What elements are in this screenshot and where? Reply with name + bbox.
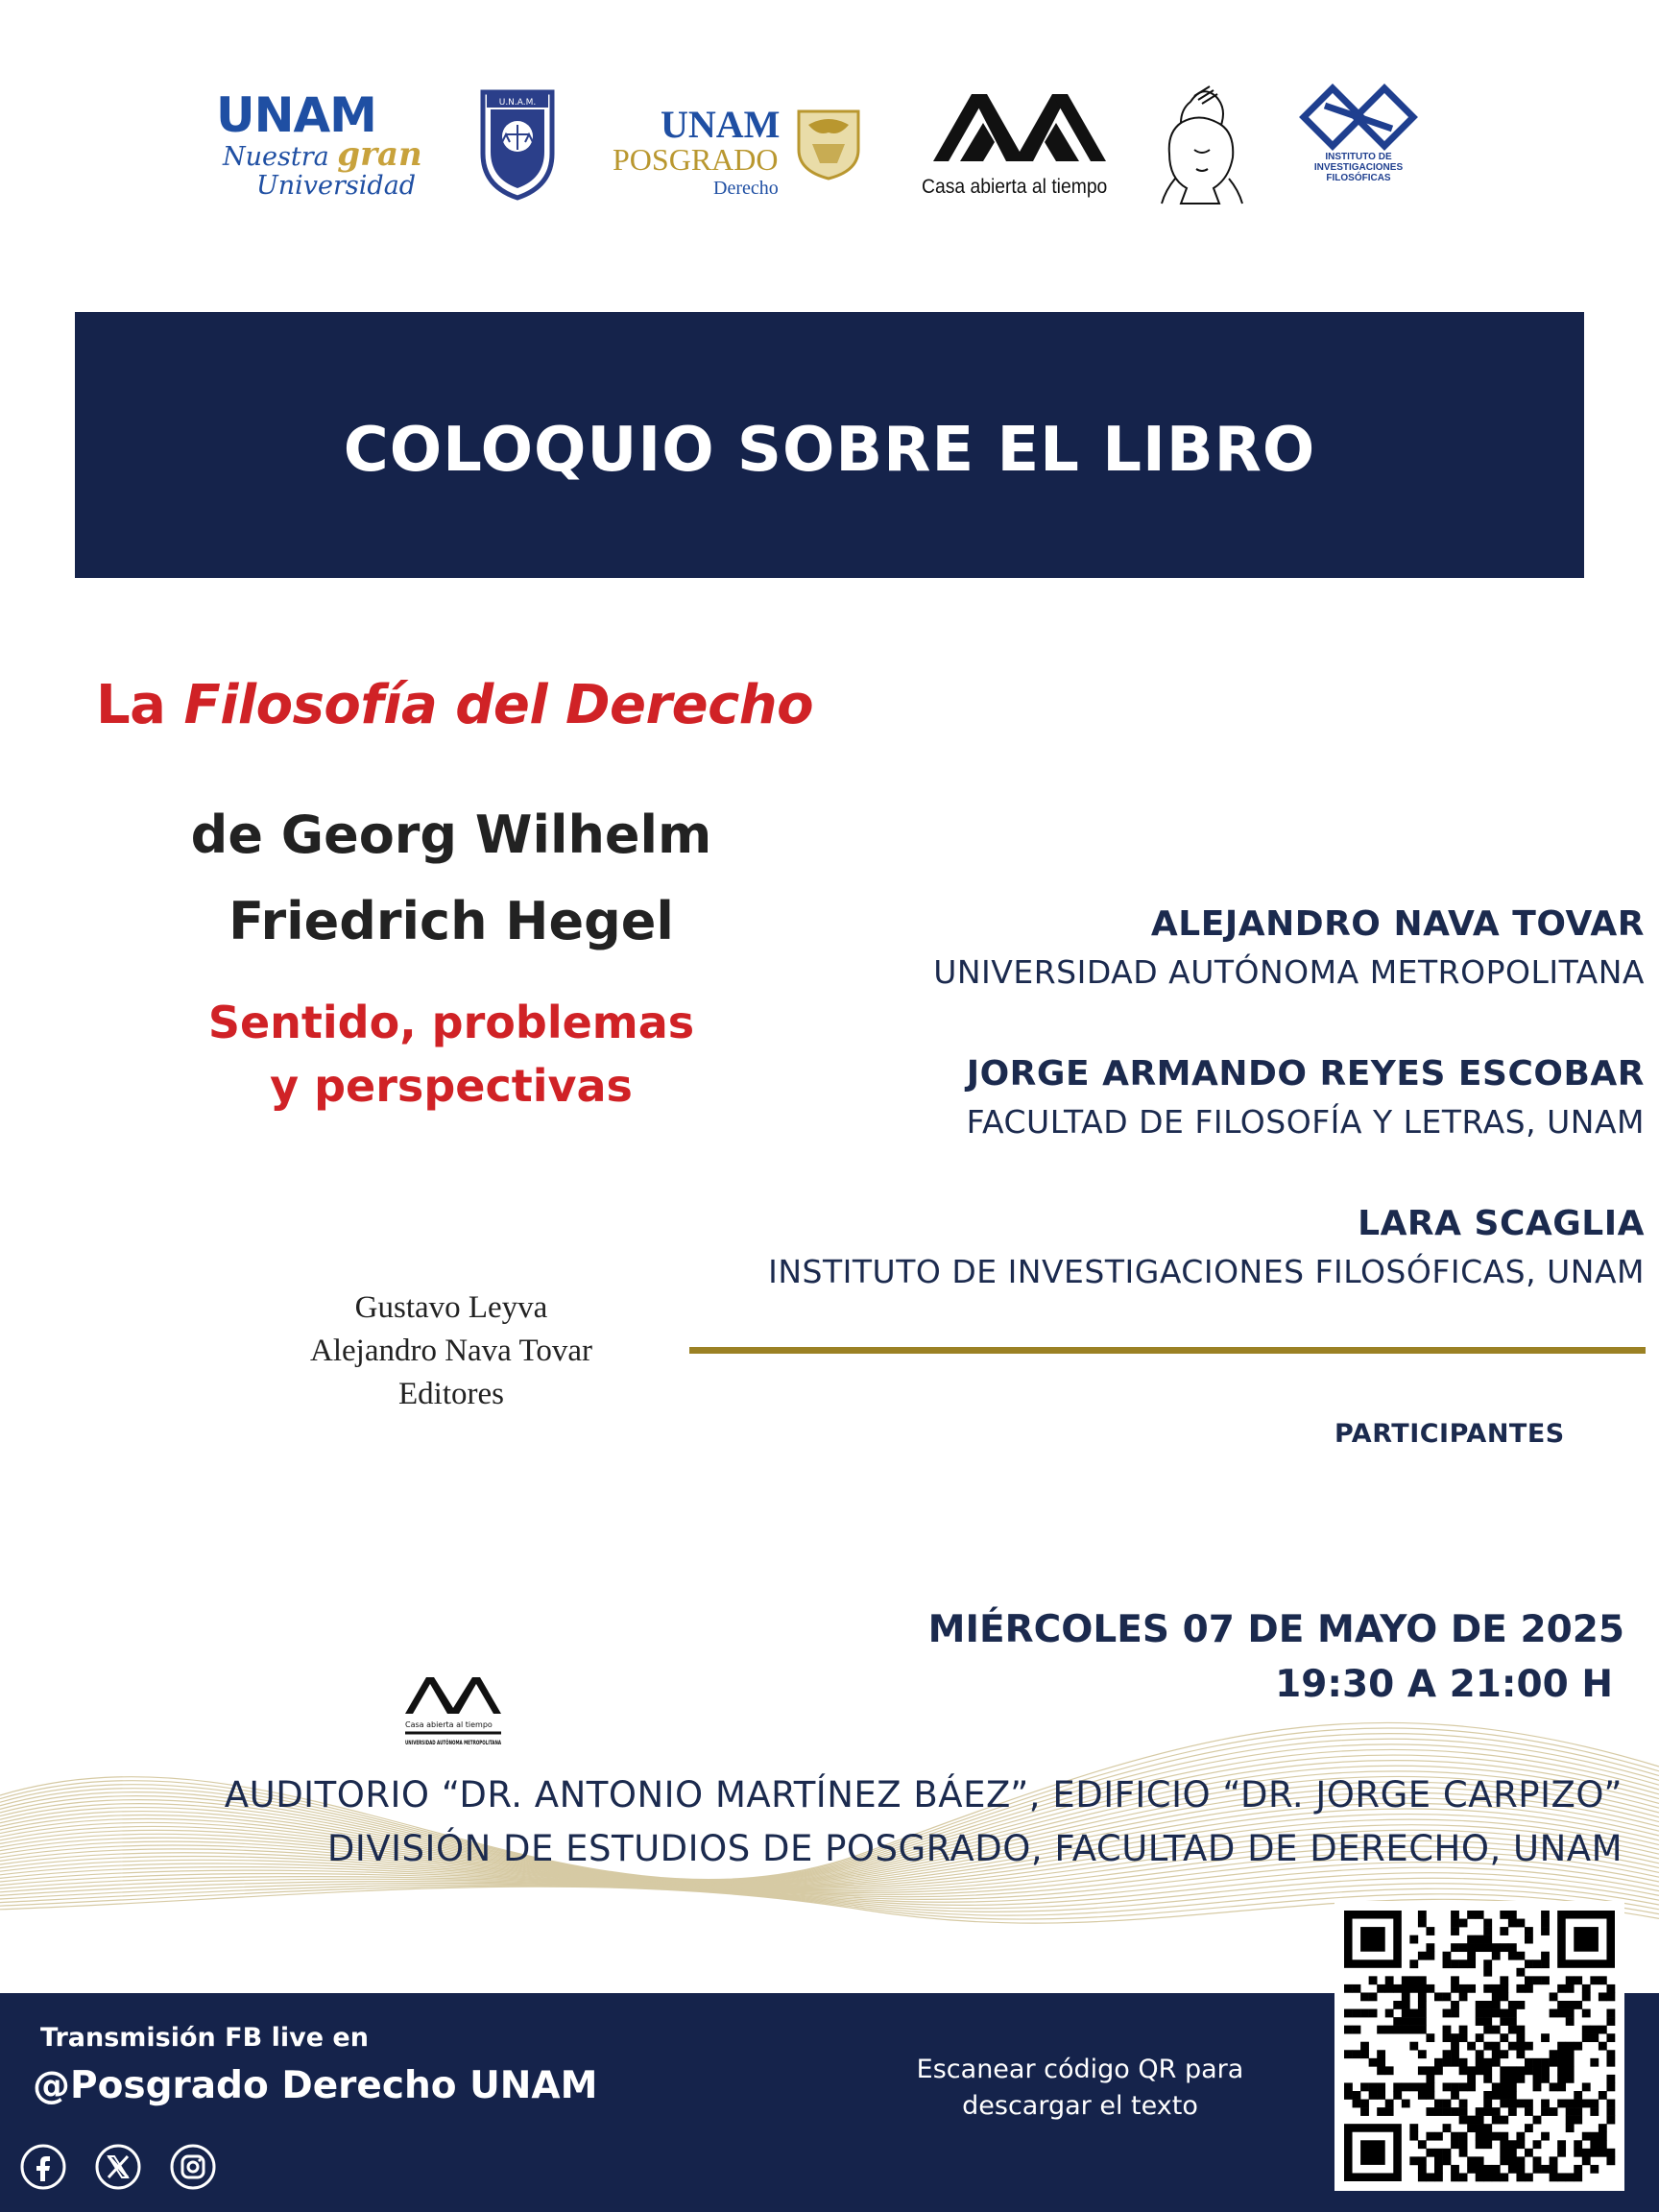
book-title-prefix: La — [96, 674, 166, 736]
participant-3 — [768, 1204, 1645, 1290]
event-date: MIÉRCOLES 07 DE MAYO DE 2025 — [927, 1608, 1624, 1651]
qr-caption-line2: descargar el texto — [962, 2091, 1198, 2121]
unam-escudo-icon — [795, 108, 862, 180]
title-banner — [75, 312, 1584, 578]
book-editor-2: Alejandro Nava Tovar — [310, 1334, 592, 1368]
unam-logo-tagline — [223, 135, 422, 201]
book-author-line2: Friedrich Hegel — [228, 891, 674, 951]
event-title: COLOQUIO SOBRE EL LIBRO — [343, 414, 1316, 486]
unam-logo-wordmark: UNAM — [216, 87, 376, 143]
book-author — [134, 792, 768, 965]
participant-1 — [933, 904, 1645, 991]
book-editors — [259, 1286, 643, 1416]
crest-text: U.N.A.M. — [498, 98, 537, 108]
qr-caption-line1: Escanear código QR para — [916, 2055, 1244, 2084]
event-venue-line1: AUDITORIO “DR. ANTONIO MARTÍNEZ BÁEZ”, EDIFICIO “DR. JORGE CARPIZO” — [224, 1774, 1623, 1815]
athena-head-icon — [1152, 83, 1252, 209]
participant-institution: INSTITUTO DE INVESTIGACIONES FILOSÓFICAS, UNAM — [768, 1253, 1645, 1290]
stream-label: Transmisión FB live en — [40, 2023, 369, 2053]
x-twitter-icon[interactable] — [94, 2143, 142, 2191]
stream-handle[interactable]: @Posgrado Derecho UNAM — [33, 2064, 598, 2107]
book-subtitle-line2: y perspectivas — [270, 1060, 633, 1112]
posgrado-unam-wordmark: UNAM — [661, 103, 781, 146]
facebook-icon[interactable] — [19, 2143, 67, 2191]
participant-name: JORGE ARMANDO REYES ESCOBAR — [966, 1054, 1645, 1094]
book-subtitle — [154, 991, 749, 1118]
book-editors-label: Editores — [398, 1377, 504, 1411]
iif-logo-icon — [1296, 79, 1421, 154]
unam-tagline-nuestra: Nuestra — [223, 142, 329, 172]
book-title-italic: Filosofía del Derecho — [183, 674, 814, 736]
qr-code[interactable] — [1334, 1901, 1624, 2191]
qr-code-icon — [1334, 1901, 1624, 2191]
uam-publisher-tagline: Casa abierta al tiempo — [405, 1720, 493, 1729]
uam-logo-icon — [933, 94, 1106, 161]
book-editor-1: Gustavo Leyva — [354, 1290, 548, 1325]
participant-institution: UNIVERSIDAD AUTÓNOMA METROPOLITANA — [933, 953, 1645, 991]
participant-2 — [967, 1054, 1645, 1141]
event-venue-line2: DIVISIÓN DE ESTUDIOS DE POSGRADO, FACULTAD DE DERECHO, UNAM — [326, 1828, 1623, 1869]
gold-divider — [689, 1347, 1646, 1354]
uam-publisher-name: UNIVERSIDAD AUTÓNOMA METROPOLITANA — [405, 1740, 502, 1746]
book-author-line1: de Georg Wilhelm — [190, 805, 712, 865]
participant-institution: FACULTAD DE FILOSOFÍA Y LETRAS, UNAM — [966, 1103, 1645, 1141]
posgrado-wordmark: POSGRADO — [613, 142, 779, 177]
book-subtitle-line1: Sentido, problemas — [207, 997, 695, 1048]
iif-logo-text: INSTITUTO DE INVESTIGACIONES FILOSÓFICAS — [1313, 152, 1404, 183]
unam-tagline-gran: gran — [337, 135, 422, 174]
unam-tagline-universidad: Universidad — [256, 171, 417, 201]
qr-caption — [883, 2052, 1277, 2125]
participants-label: PARTICIPANTES — [1334, 1419, 1565, 1449]
book-title — [96, 674, 813, 736]
faculty-crest-icon — [477, 86, 558, 202]
event-time: 19:30 A 21:00 H — [1275, 1663, 1613, 1706]
participant-name: ALEJANDRO NAVA TOVAR — [1150, 904, 1645, 944]
uam-tagline: Casa abierta al tiempo — [922, 176, 1108, 198]
instagram-icon[interactable] — [169, 2143, 217, 2191]
participant-name: LARA SCAGLIA — [1358, 1204, 1645, 1243]
posgrado-derecho-label: Derecho — [713, 178, 779, 199]
